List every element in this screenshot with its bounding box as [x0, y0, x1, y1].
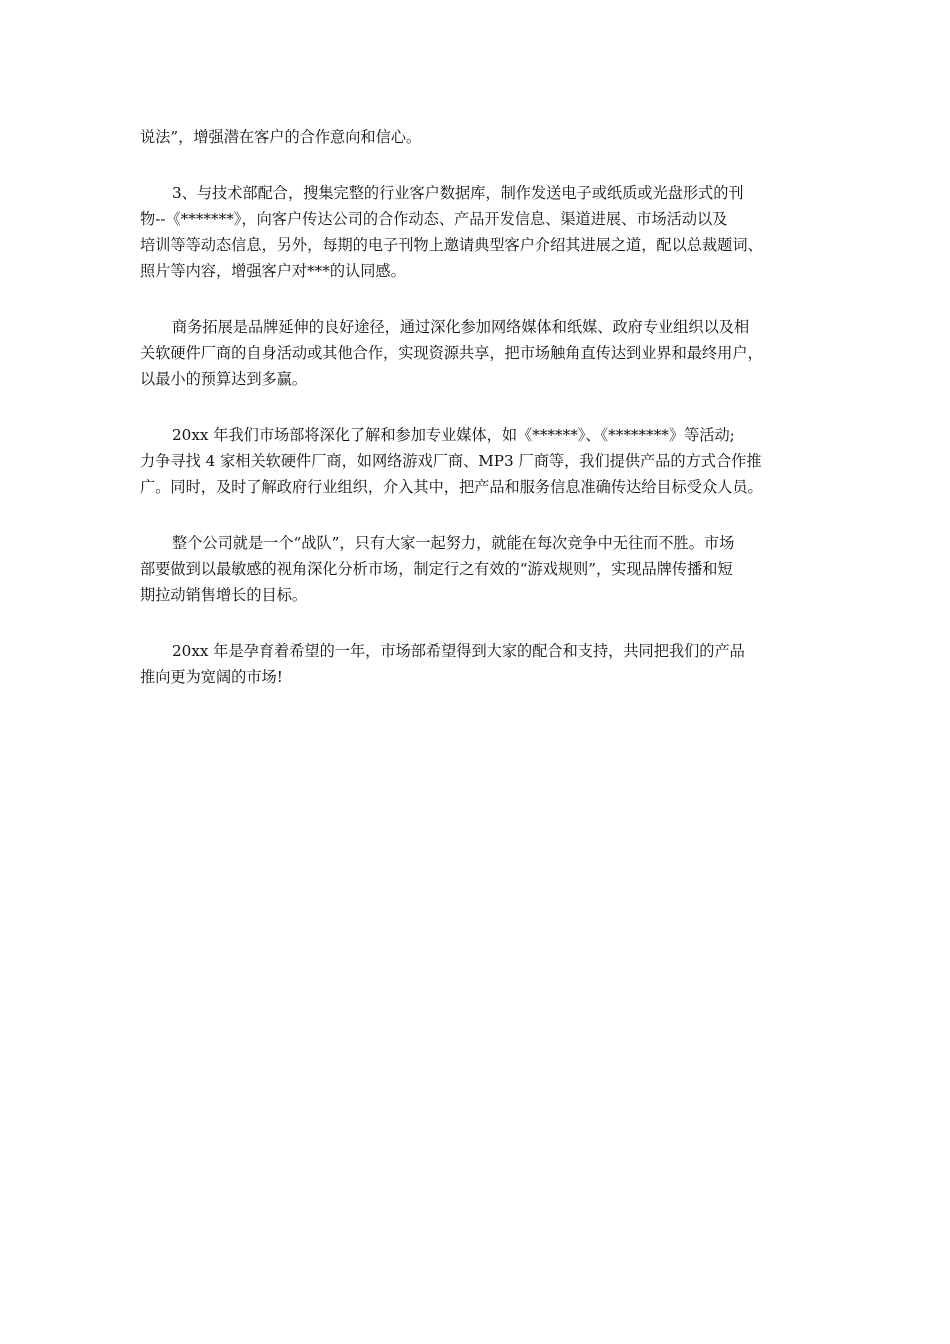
text-line: 培训等等动态信息，另外，每期的电子刊物上邀请典型客户介绍其进展之道，配以总裁题词、: [140, 236, 763, 254]
paragraph-team-effort: [140, 530, 824, 608]
paragraph-closing-fragment: [140, 124, 824, 150]
paragraph-business-expansion: [140, 314, 824, 392]
text-line: 20xx 年我们市场部将深化了解和参加专业媒体，如《******》、《********》等活动;: [172, 426, 735, 444]
text-line: 期拉动销售增长的目标。: [140, 586, 308, 604]
paragraph-media-plan: [140, 422, 824, 500]
text-line: 商务拓展是品牌延伸的良好途径，通过深化参加网络媒体和纸媒、政府专业组织以及相: [172, 318, 750, 336]
paragraph-tech-cooperation: [140, 180, 824, 284]
document-body: [140, 124, 824, 720]
text-line: 整个公司就是一个“战队”，只有大家一起努力，就能在每次竞争中无往而不胜。市场: [172, 534, 735, 552]
text-line: 广。同时，及时了解政府行业组织，介入其中，把产品和服务信息准确传达给目标受众人员。: [140, 478, 763, 496]
text-line: 推向更为宽阔的市场!: [140, 668, 283, 686]
text-line: 部要做到以最敏感的视角深化分析市场，制定行之有效的“游戏规则”，实现品牌传播和短: [140, 560, 733, 578]
paragraph-conclusion: [140, 638, 824, 690]
text-line: 力争寻找 4 家相关软硬件厂商，如网络游戏厂商、MP3 厂商等，我们提供产品的方式合作推: [140, 452, 762, 470]
text-line: 20xx 年是孕育着希望的一年，市场部希望得到大家的配合和支持，共同把我们的产品: [172, 642, 745, 660]
text-line: 照片等内容，增强客户对***的认同感。: [140, 262, 406, 280]
text-line: 3、与技术部配合，搜集完整的行业客户数据库，制作发送电子或纸质或光盘形式的刊: [172, 184, 744, 202]
text-line: 说法”，增强潜在客户的合作意向和信心。: [140, 128, 422, 146]
text-line: 物--《*******》，向客户传达公司的合作动态、产品开发信息、渠道进展、市场活动以及: [140, 210, 728, 228]
text-line: 以最小的预算达到多赢。: [140, 370, 308, 388]
text-line: 关软硬件厂商的自身活动或其他合作，实现资源共享，把市场触角直传达到业界和最终用户，: [140, 344, 763, 362]
